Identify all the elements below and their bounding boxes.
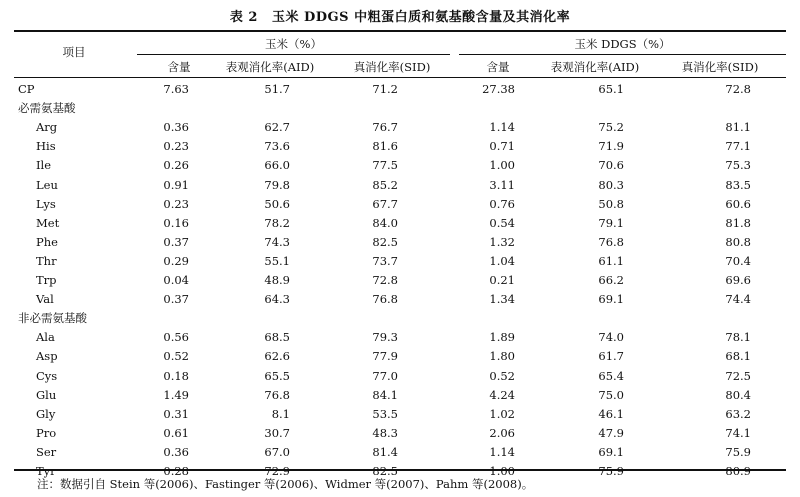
cell-value: 76.8 [372, 292, 398, 307]
cell-value: 80.3 [598, 177, 624, 192]
cell-value: 72.8 [372, 273, 398, 287]
sub-header-6: 真消化率(SID) [681, 60, 759, 74]
cell-value: 0.23 [163, 139, 189, 154]
cell-value: 81.8 [725, 215, 751, 230]
top-rule [14, 30, 786, 32]
cell-value: 63.2 [725, 406, 751, 421]
cell-value: 50.8 [598, 196, 624, 211]
cell-value: 75.2 [598, 120, 624, 135]
cell-value: 74.1 [725, 425, 751, 440]
cell-value: 84.0 [372, 215, 398, 230]
cell-value: 61.7 [598, 349, 624, 364]
group-rule-corn [137, 54, 450, 55]
section-label: 必需氨基酸 [18, 101, 76, 116]
cell-value: 70.6 [598, 158, 624, 173]
cell-value: 79.1 [598, 215, 624, 230]
cell-value: 74.4 [725, 292, 751, 307]
cell-value: 76.8 [598, 234, 624, 249]
cell-value: 80.8 [725, 234, 751, 249]
cell-value: 79.3 [372, 330, 398, 345]
cell-value: 0.36 [163, 444, 189, 459]
cell-value: 79.8 [264, 177, 290, 192]
cell-value: 0.29 [163, 253, 189, 268]
cell-value: 64.3 [264, 292, 290, 307]
cell-value: 50.6 [264, 196, 290, 211]
cell-value: 71.9 [598, 139, 624, 154]
row-label: Lys [36, 196, 56, 211]
cell-value: 77.1 [725, 139, 751, 154]
row-label: Ser [36, 444, 57, 459]
header-group-corn: 玉米（%） [265, 37, 322, 51]
cell-value: 81.4 [372, 444, 398, 459]
cell-value: 0.31 [163, 406, 189, 421]
cell-value: 80.9 [725, 464, 751, 478]
cell-value: 78.2 [264, 215, 290, 230]
cell-value: 7.63 [163, 82, 189, 96]
cell-value: 0.76 [489, 196, 515, 211]
cell-value: 8.1 [271, 406, 290, 421]
cell-value: 0.16 [163, 215, 189, 230]
cell-value: 65.1 [598, 82, 624, 96]
cell-value: 0.71 [489, 139, 515, 154]
cell-value: 60.6 [725, 196, 751, 211]
cell-value: 68.1 [725, 349, 751, 364]
cell-value: 76.7 [372, 120, 398, 135]
row-label: Gly [36, 406, 56, 421]
cell-value: 0.04 [163, 273, 189, 287]
cell-value: 1.04 [489, 253, 515, 268]
cell-value: 75.3 [725, 158, 751, 173]
table-caption [0, 6, 800, 25]
cell-value: 76.8 [264, 387, 290, 402]
cell-value: 0.52 [489, 368, 515, 383]
cell-value: 0.54 [489, 215, 515, 230]
cell-value: 70.4 [725, 253, 751, 268]
cell-value: 77.9 [372, 349, 398, 364]
cell-value: 0.26 [163, 158, 189, 173]
cell-value: 73.6 [264, 139, 290, 154]
cell-value: 65.4 [598, 368, 624, 383]
cell-value: 48.3 [372, 425, 398, 440]
cell-value: 68.5 [264, 330, 290, 345]
table-number: 表 2 [229, 10, 258, 25]
cell-value: 0.21 [489, 273, 515, 287]
section-label: 非必需氨基酸 [18, 311, 87, 326]
header-bottom-rule [14, 77, 786, 78]
cell-value: 62.7 [264, 120, 290, 135]
sub-header-3: 真消化率(SID) [353, 60, 431, 74]
row-label: Val [36, 292, 54, 307]
group-rule-ddgs [459, 54, 786, 55]
cell-value: 0.52 [163, 349, 189, 364]
cell-value: 66.2 [598, 273, 624, 287]
cell-value: 61.1 [598, 253, 624, 268]
cell-value: 69.1 [598, 292, 624, 307]
cell-value: 77.0 [372, 368, 398, 383]
cell-value: 1.89 [489, 330, 515, 345]
cell-value: 1.14 [489, 444, 515, 459]
cell-value: 66.0 [264, 158, 290, 173]
cell-value: 74.0 [598, 330, 624, 345]
cell-value: 0.91 [163, 177, 189, 192]
cell-value: 0.56 [163, 330, 189, 345]
cell-value: 62.6 [264, 349, 290, 364]
cell-value: 27.38 [482, 82, 515, 96]
cell-value: 47.9 [598, 425, 624, 440]
table-title: 玉米 DDGS 中粗蛋白质和氨基酸含量及其消化率 [271, 10, 571, 25]
cell-value: 69.6 [725, 273, 751, 287]
cell-value: 1.32 [489, 234, 515, 249]
sub-header-4: 含量 [486, 60, 510, 74]
cell-value: 72.8 [725, 82, 751, 96]
row-label: Tyr [36, 464, 56, 478]
cell-value: 81.1 [725, 120, 751, 135]
cell-value: 2.06 [489, 425, 515, 440]
cell-value: 46.1 [598, 406, 624, 421]
header-item: 项目 [62, 45, 86, 59]
cell-value: 85.2 [372, 177, 398, 192]
cell-value: 0.18 [163, 368, 189, 383]
cell-value: 48.9 [264, 273, 290, 287]
row-label: Ile [36, 158, 52, 173]
sub-header-5: 表观消化率(AID) [550, 60, 640, 74]
cell-value: 1.80 [489, 349, 515, 364]
cell-value: 1.00 [489, 158, 515, 173]
cell-value: 1.14 [489, 120, 515, 135]
row-label: Ala [36, 330, 55, 345]
cell-value: 1.00 [489, 464, 515, 478]
row-label: CP [18, 82, 35, 96]
cell-value: 75.9 [725, 444, 751, 459]
row-label: Cys [36, 368, 58, 383]
row-label: Met [36, 215, 60, 230]
cell-value: 0.37 [163, 292, 189, 307]
cell-value: 82.5 [372, 234, 398, 249]
cell-value: 4.24 [489, 387, 515, 402]
row-label: Glu [36, 387, 57, 402]
row-label: His [36, 139, 56, 154]
header-group-ddgs: 玉米 DDGS（%） [574, 37, 671, 51]
cell-value: 73.7 [372, 253, 398, 268]
cell-value: 55.1 [264, 253, 290, 268]
cell-value: 71.2 [372, 82, 398, 96]
cell-value: 74.3 [264, 234, 290, 249]
table-note: 注：数据引自 Stein 等(2006)、Fastinger 等(2006)、Widmer 等(2007)、Pahm 等(2008)。 [37, 477, 534, 491]
cell-value: 75.9 [598, 464, 624, 478]
cell-value: 81.6 [372, 139, 398, 154]
cell-value: 67.0 [264, 444, 290, 459]
cell-value: 53.5 [372, 406, 398, 421]
cell-value: 0.37 [163, 234, 189, 249]
cell-value: 1.34 [489, 292, 515, 307]
cell-value: 82.5 [372, 464, 398, 478]
row-label: Arg [36, 120, 58, 135]
cell-value: 65.5 [264, 368, 290, 383]
cell-value: 0.23 [163, 196, 189, 211]
cell-value: 0.28 [163, 464, 189, 478]
row-label: Pro [36, 425, 57, 440]
row-label: Asp [36, 349, 58, 364]
cell-value: 67.7 [372, 196, 398, 211]
row-label: Trp [36, 273, 57, 287]
cell-value: 84.1 [372, 387, 398, 402]
sub-header-1: 含量 [167, 60, 191, 74]
cell-value: 77.5 [372, 158, 398, 173]
cell-value: 30.7 [264, 425, 290, 440]
cell-value: 1.49 [163, 387, 189, 402]
cell-value: 78.1 [725, 330, 751, 345]
row-label: Thr [36, 253, 57, 268]
cell-value: 51.7 [264, 82, 290, 96]
cell-value: 0.61 [163, 425, 189, 440]
cell-value: 3.11 [489, 177, 515, 192]
cell-value: 75.0 [598, 387, 624, 402]
cell-value: 1.02 [489, 406, 515, 421]
cell-value: 0.36 [163, 120, 189, 135]
cell-value: 72.5 [725, 368, 751, 383]
cell-value: 83.5 [725, 177, 751, 192]
row-label: Leu [36, 177, 58, 192]
cell-value: 69.1 [598, 444, 624, 459]
sub-header-2: 表观消化率(AID) [225, 60, 315, 74]
cell-value: 80.4 [725, 387, 751, 402]
row-label: Phe [36, 234, 58, 249]
cell-value: 72.9 [264, 464, 290, 478]
